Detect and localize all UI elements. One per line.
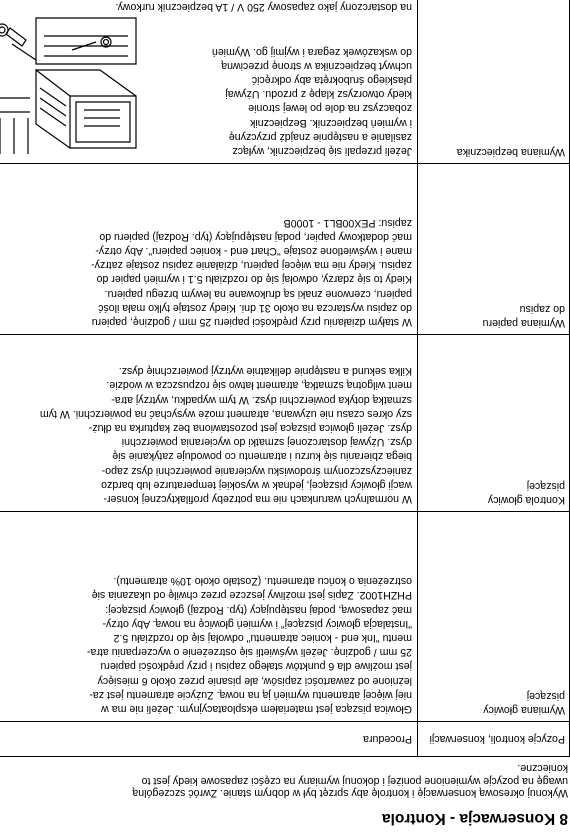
row-procedure-text bbox=[0, 0, 417, 163]
row-label bbox=[418, 689, 569, 721]
procedure-line: jest możliwe dla 6 punktów stałego zapisu i przy prędkości papieru bbox=[100, 660, 412, 673]
procedure-line: W normalnych warunkach nie ma potrzeby profilaktycznej konser- bbox=[103, 493, 412, 505]
procedure-line: zobaczysz na dole po lewej stronie bbox=[248, 102, 412, 115]
intro-paragraph bbox=[2, 762, 568, 799]
procedure-line: ment wilgotną szmatką, atrament łatwo się rozpuszcza w wodzie. bbox=[106, 379, 412, 392]
row-label-line: Kontrola głowicy bbox=[487, 494, 565, 506]
procedure-line: do wskazówek zegara i wyjmij go. Wymień bbox=[211, 45, 412, 58]
header-items-label: Pozycje kontroli, konserwacji bbox=[429, 733, 565, 745]
table-row bbox=[0, 0, 570, 164]
row-procedure-cell bbox=[0, 0, 418, 164]
procedure-line: W stałym działaniu przy prędkości papieru 25 mm / godzinę, papieru bbox=[91, 316, 412, 328]
procedure-line: mać dodatkowy papier, podaj następujący (typ. Rodzaj) papieru do bbox=[99, 230, 412, 243]
procedure-line: zapisu. Kiedy nie ma więcej papieru, działanie zapisu zostaje zatrzy- bbox=[91, 259, 412, 272]
row-label-cell bbox=[418, 164, 570, 335]
procedure-line: zanieczyszczonym środowisku wycieranie powierzchni dysz zapo- bbox=[101, 464, 412, 477]
fuse-text bbox=[144, 14, 412, 158]
header-procedure-label: Procedura bbox=[363, 733, 412, 745]
procedure-line: zasilanie a następnie znajdź przyczynę bbox=[228, 130, 412, 143]
procedure-line: do zapisu wystarcza na około 31 dni. Kiedy zostaje tylko mała ilość bbox=[98, 301, 412, 314]
procedure-line: uchwyt bezpiecznika w stronę przeciwną bbox=[221, 59, 412, 72]
header-procedure-cell bbox=[0, 722, 418, 757]
procedure-line: leżnione od zawartości zapisów, ale pisanie przez około 6 miesięcy bbox=[97, 674, 412, 687]
row-procedure-text bbox=[0, 211, 417, 334]
row-label-cell bbox=[418, 335, 570, 512]
procedure-line: niej więcej atramentu wymień ją na nową. Zużycie atramentu jest za- bbox=[89, 688, 412, 701]
procedure-line: Jeżeli przepali się bezpiecznik, wyłącz bbox=[232, 145, 412, 157]
row-label-line: piszącej bbox=[526, 479, 565, 492]
row-procedure-cell bbox=[0, 512, 418, 722]
row-procedure-text bbox=[0, 360, 417, 511]
procedure-line: Głowica pisząca jest materiałem eksploatacyjnym. Jeżeli nie ma w bbox=[101, 703, 412, 715]
fuse-holder-illustration bbox=[0, 14, 140, 156]
procedure-line: "Instalacja głowicy piszącej" i wymień głowicę na nową. Aby otrzy- bbox=[102, 617, 412, 630]
procedure-line: i wymień bezpiecznik. Bezpiecznik bbox=[250, 116, 412, 129]
procedure-line: papieru, czerwone znaki są drukowane na lewym brzegu papieru. bbox=[104, 287, 412, 300]
procedure-line: zapisu: PEX00BL1 - 1000B bbox=[283, 216, 412, 229]
table-row bbox=[0, 512, 570, 722]
row-label-line: do zapisu bbox=[519, 302, 565, 315]
row-label-line: Wymiana bezpiecznika bbox=[456, 146, 565, 158]
table-row bbox=[0, 335, 570, 512]
table-header-row bbox=[0, 722, 570, 757]
procedure-line: wacji głowicy piszącej, jednak w wysokiej temperaturze lub bardzo bbox=[101, 478, 412, 491]
procedure-line: na dostarczony jako zapasowy 250 V / 1A bezpiecznik rurkowy. bbox=[115, 1, 412, 13]
procedure-line: ostrzeżenia o końcu atramentu. (Zostało około 10% atramentu). bbox=[113, 575, 412, 588]
row-procedure-text bbox=[0, 570, 417, 721]
procedure-line: szmatką dotyka powierzchni dysz. W tym wypadku, wytrzyj atra- bbox=[111, 393, 412, 406]
row-label bbox=[418, 302, 569, 334]
procedure-line: płaskiego śrubokręta aby odkręcić bbox=[251, 73, 412, 86]
procedure-line: dysz. Używaj dostarczonej szmatki do wycierania powierzchni bbox=[121, 436, 412, 449]
procedure-line: Kilka sekund a następnie delikatnie wytrzyj powierzchnię dysz. bbox=[118, 365, 412, 378]
header-items-cell bbox=[418, 722, 570, 757]
row-label bbox=[418, 145, 569, 163]
intro-line: konieczne. bbox=[517, 762, 568, 775]
procedure-line: dysz. Jeżeli głowica pisząca jest pozostawiona bez kapturka na dłuż- bbox=[88, 421, 412, 434]
section-title: 8 Konserwacja - Kontrola bbox=[381, 810, 568, 827]
row-label-cell bbox=[418, 512, 570, 722]
row-label-line: piszącej bbox=[526, 689, 565, 702]
table-row bbox=[0, 164, 570, 335]
row-label-cell bbox=[418, 0, 570, 164]
procedure-line: szy okres czasu nie używana, atrament może wysychać na powierzchni. W tym bbox=[39, 407, 412, 420]
procedure-line: biega zbieraniu się kurzu i atramentu co powoduje zatykanie się bbox=[112, 450, 412, 463]
fuse-content bbox=[0, 14, 412, 158]
intro-line: uwagę na pozycje wymienione poniżej i dokonuj wymiany na części zapasowe kiedy jest to bbox=[141, 774, 568, 787]
row-label bbox=[418, 479, 569, 511]
procedure-line: Kiedy to się zdarzy, odwołaj się do rozdziału 5.1 i wymień papier do bbox=[96, 273, 412, 286]
row-label-line: Wymiana papieru bbox=[482, 317, 565, 329]
row-label-line: Wymiana głowicy bbox=[483, 704, 565, 716]
procedure-line: mać zapasową, podaj następujący (typ. Rodzaj) głowicy piszącej: bbox=[105, 603, 412, 616]
procedure-line: PHZH1002. Zapis jest możliwy jeszcze przez chwilę od ukazania się bbox=[91, 589, 412, 602]
procedure-line: kiedy otworzysz klapę z przodu. Używaj bbox=[225, 88, 412, 101]
row-procedure-cell bbox=[0, 335, 418, 512]
procedure-line: 25 mm / godzinę. Jeżeli wyświetli się ostrzeżenie o wyczerpaniu atra- bbox=[86, 646, 412, 659]
row-procedure-cell bbox=[0, 164, 418, 335]
procedure-line: mane i wyświetlone zostaje "Chart end - koniec papieru". Aby otrzy- bbox=[95, 244, 412, 257]
intro-line: Wykonuj okresową konserwację i kontrolę aby sprzęt był w dobrym stanie. Zwróć szczególną bbox=[132, 787, 568, 799]
procedure-line: mentu "Ink end - koniec atramentu" odwołaj się do rozdziału 5.2 bbox=[113, 631, 412, 644]
